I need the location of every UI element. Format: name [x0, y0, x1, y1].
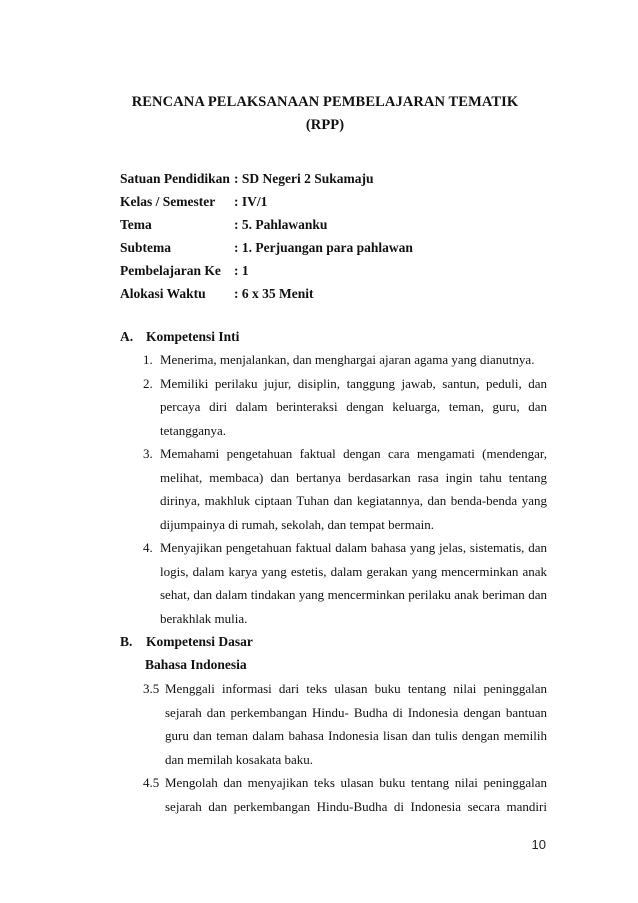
info-value: : SD Negeri 2 Sukamaju	[234, 171, 374, 186]
section-title: Kompetensi Inti	[146, 329, 240, 344]
kompetensi-inti-list	[143, 352, 547, 634]
list-item	[143, 352, 547, 376]
info-label: Kelas / Semester	[120, 194, 216, 209]
info-label: Pembelajaran Ke	[120, 263, 221, 278]
document-title: RENCANA PELAKSANAAN PEMBELAJARAN TEMATIK	[131, 94, 519, 110]
item-line: sehat, dan dalam tindakan yang mencerminkan perilaku anak beriman dan	[160, 587, 547, 602]
list-item	[143, 540, 547, 634]
kompetensi-dasar-list	[143, 681, 547, 822]
item-line: melihat, membaca) dan bertanya berdasarkan rasa ingin tahu tentang	[160, 469, 547, 485]
item-line: percaya diri dalam berinteraksi dengan keluarga, teman, guru, dan	[160, 399, 547, 414]
section-a-heading	[120, 329, 239, 345]
document-subtitle: (RPP)	[305, 117, 345, 133]
info-value: : 5. Pahlawanku	[234, 217, 328, 232]
item-number: 4.	[143, 540, 153, 555]
item-line: tetangganya.	[160, 422, 227, 438]
list-item	[143, 775, 547, 822]
item-number: 3.5	[143, 681, 160, 696]
item-line: Memiliki perilaku jujur, disiplin, tanggung jawab, santun, peduli, dan	[160, 375, 547, 391]
item-line: dan memilah kosakata baku.	[165, 751, 314, 767]
list-item	[143, 681, 547, 775]
info-value: : 1. Perjuangan para pahlawan	[234, 240, 413, 255]
item-line: sejarah dan perkembangan Hindu- Budha di Indonesia dengan bantuan	[165, 704, 547, 720]
item-line: Menyajikan pengetahuan faktual dalam bahasa yang jelas, sistematis, dan	[160, 540, 547, 555]
item-line: Menerima, menjalankan, dan menghargai ajaran agama yang dianutnya.	[160, 352, 535, 367]
info-row-tema	[120, 217, 413, 240]
info-row-subtema	[120, 240, 413, 263]
item-line: logis, dalam karya yang estetis, dalam gerakan yang mencerminkan anak	[160, 563, 547, 579]
info-row-kelas	[120, 194, 413, 217]
info-value: : 6 x 35 Menit	[234, 286, 314, 301]
page-number: 10	[531, 837, 546, 852]
section-letter: B.	[120, 634, 133, 649]
info-value: : 1	[234, 263, 249, 278]
item-line: Memahami pengetahuan faktual dengan cara mengamati (mendengar,	[160, 446, 547, 461]
item-line: sejarah dan perkembangan Hindu-Budha di Indonesia secara mandiri	[165, 798, 547, 814]
item-line: berakhlak mulia.	[160, 610, 248, 626]
item-line: dijumpainya di rumah, sekolah, dan tempat bermain.	[160, 516, 435, 532]
info-label: Tema	[120, 217, 152, 232]
section-letter: A.	[120, 329, 134, 344]
info-value: : IV/1	[234, 194, 268, 209]
info-row-satuan	[120, 171, 413, 194]
item-number: 3.	[143, 446, 153, 461]
item-line: dirinya, makhluk ciptaan Tuhan dan kegiatannya, dan benda-benda yang	[160, 493, 547, 508]
info-table	[120, 171, 413, 309]
list-item	[143, 376, 547, 447]
item-line: guru dan teman dalam bahasa Indonesia lisan dan tulis dengan memilih	[165, 728, 547, 743]
list-item	[143, 446, 547, 540]
info-row-pembelajaran	[120, 263, 413, 286]
item-number: 4.5	[143, 775, 160, 790]
info-label: Satuan Pendidikan	[120, 171, 230, 186]
section-title: Kompetensi Dasar	[146, 634, 253, 649]
info-label: Subtema	[120, 240, 172, 255]
section-b-heading	[120, 634, 253, 650]
item-number: 1.	[143, 352, 153, 367]
item-number: 2.	[143, 375, 153, 391]
info-label: Alokasi Waktu	[120, 286, 206, 301]
item-line: Menggali informasi dari teks ulasan buku tentang nilai peninggalan	[165, 681, 547, 696]
subject-heading: Bahasa Indonesia	[145, 657, 247, 672]
item-line: Mengolah dan menyajikan teks ulasan buku tentang nilai peninggalan	[165, 775, 547, 790]
info-row-alokasi	[120, 286, 413, 309]
